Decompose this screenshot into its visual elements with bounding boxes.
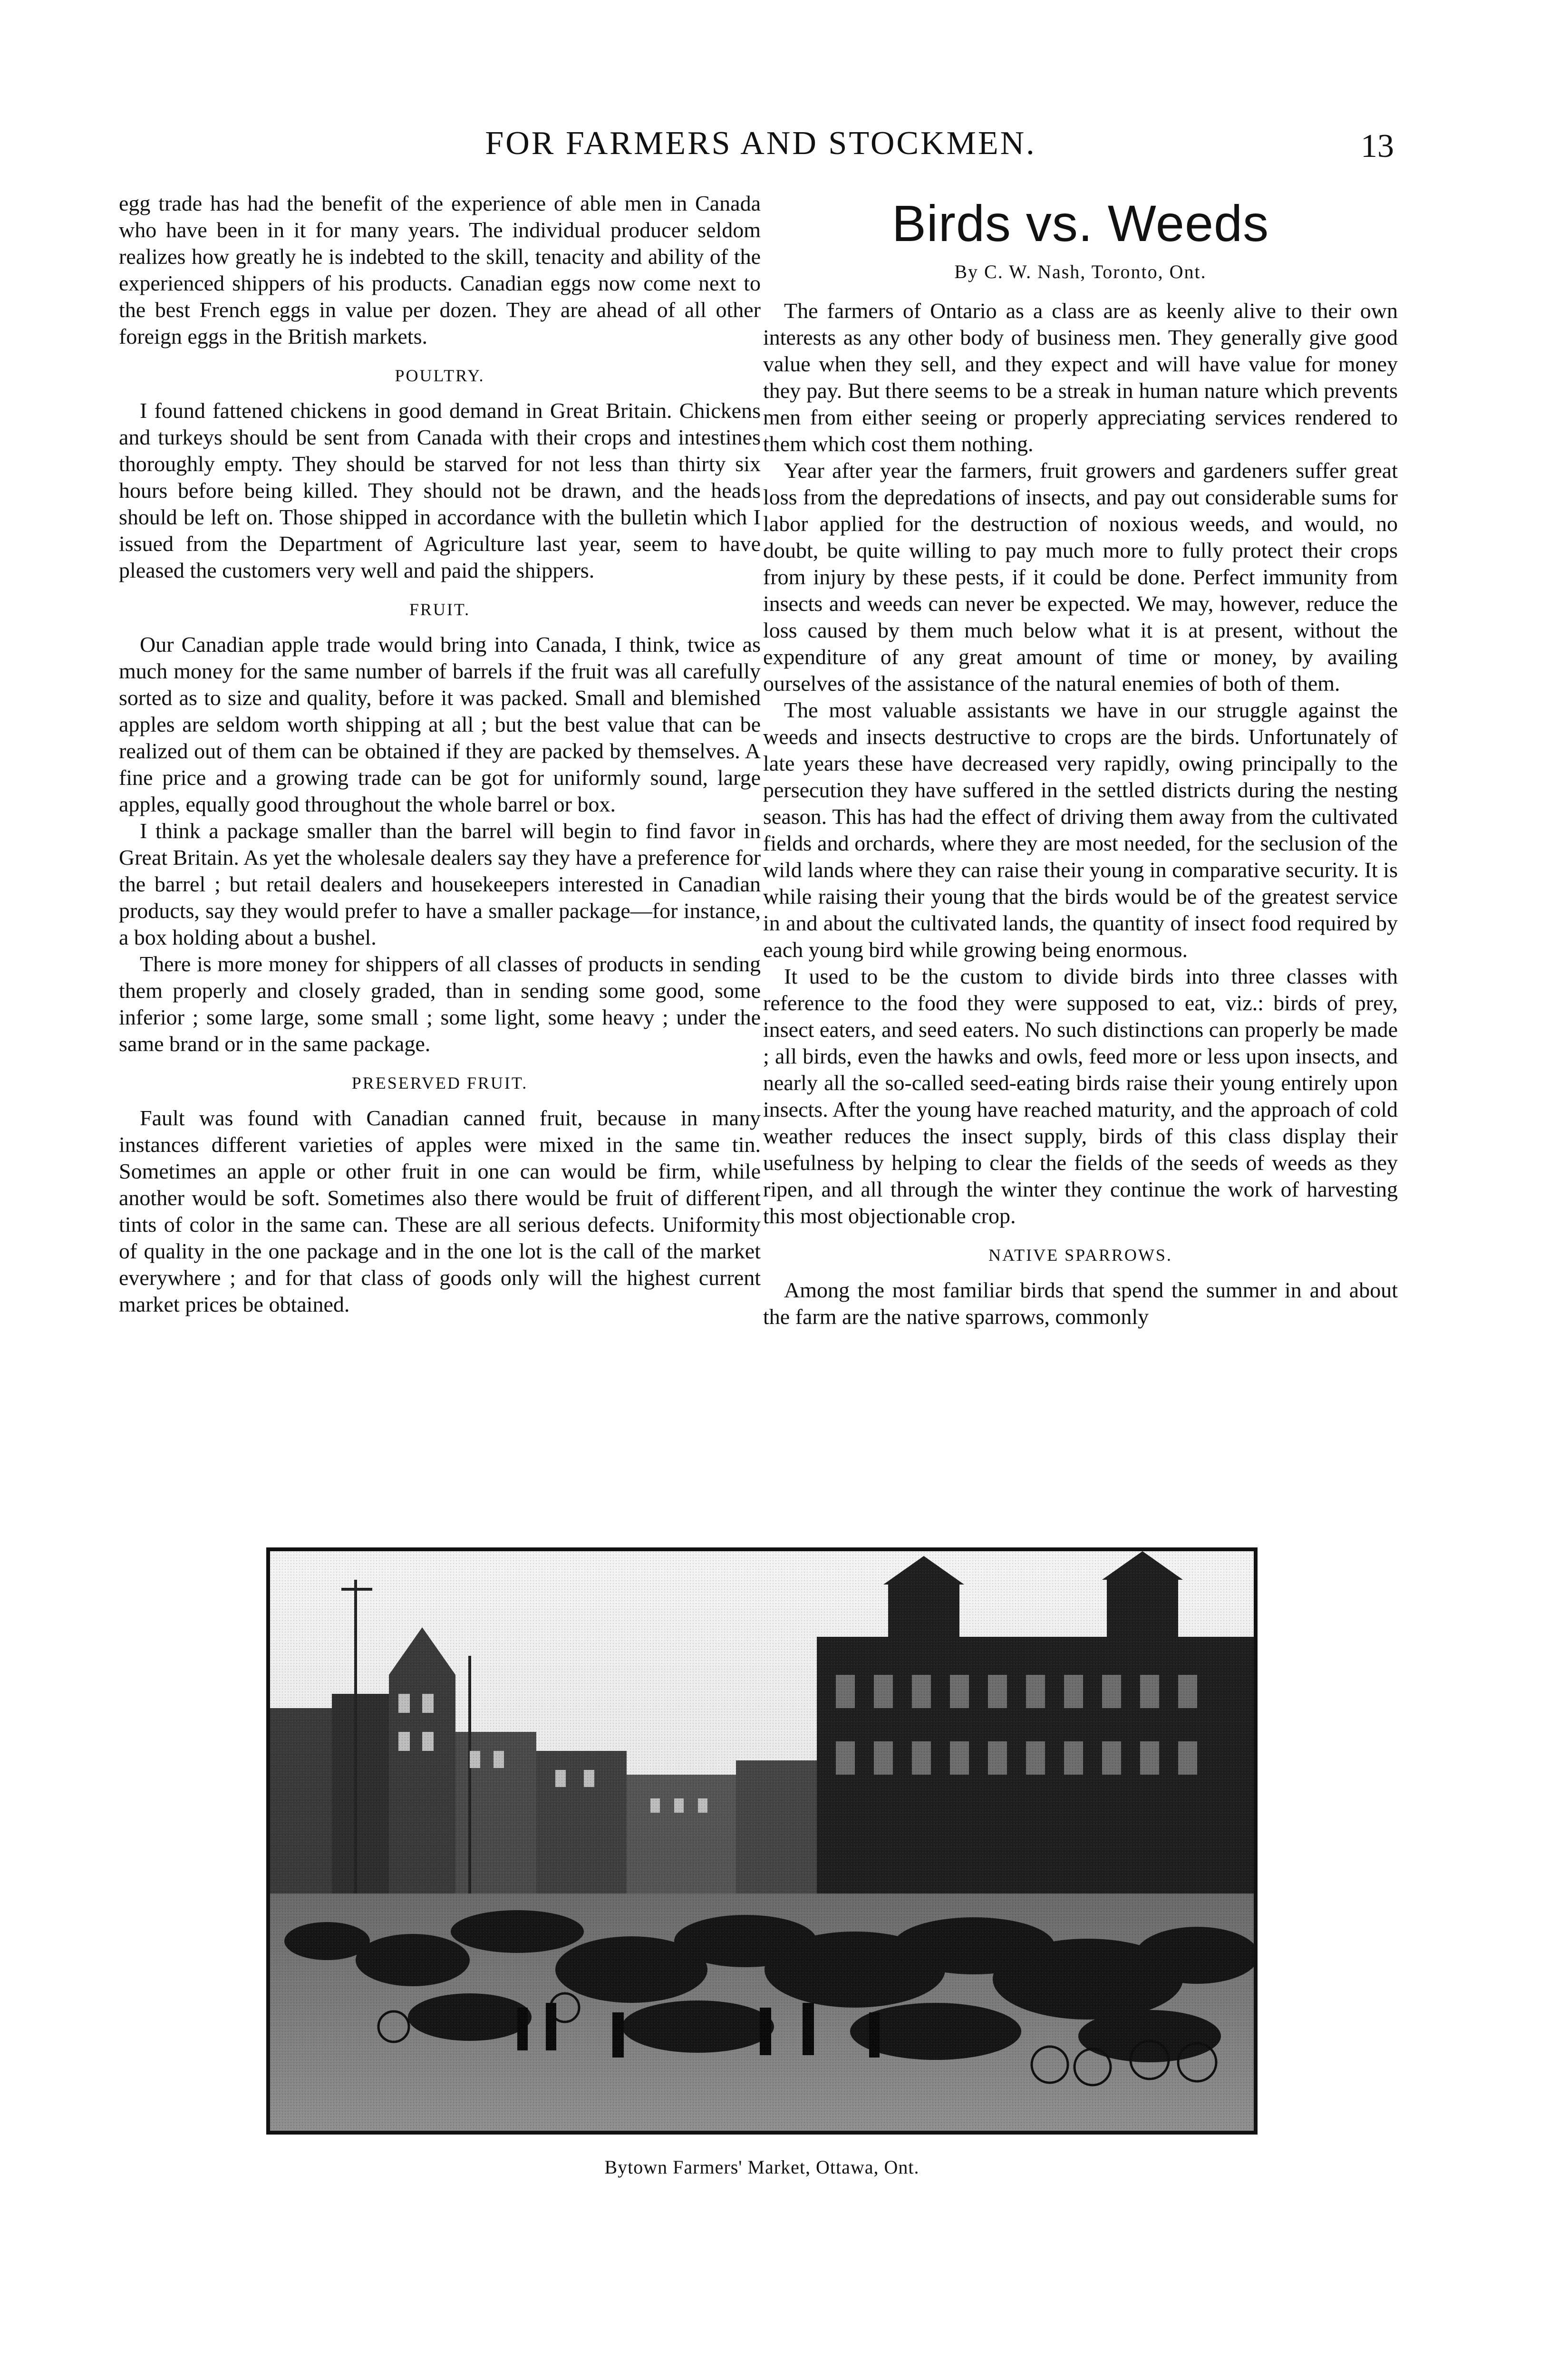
photo-caption: Bytown Farmers' Market, Ottawa, Ont. — [604, 2156, 920, 2178]
fruit-paragraph-2: I think a package smaller than the barrel will begin to find favor in Great Britain. As yet the wholesale dealers say they have a preference for the barrel ; but retail dealers and housekeepers interested in Canadian products, say they would prefer to have a smaller package—for instance, a box holding about a bushel. — [119, 819, 761, 949]
fruit-paragraph-3: There is more money for shippers of all classes of products in sending them properly and closely graded, than in sending some good, some inferior ; some large, some small ; some light, some heavy ; under the same brand or in the same package. — [119, 952, 761, 1056]
article-title: Birds vs. Weeds — [891, 194, 1269, 252]
market-photo — [266, 1547, 1258, 2135]
fruit-paragraph-1: Our Canadian apple trade would bring into Canada, I think, twice as much money for the same number of barrels if the fruit was all carefully sorted as to size and quality, before it was packed. Small and blemished apples are seldom worth shipping at all ; but the best value that can be realized out of them can be obtained if they are packed by themselves. A fine price and a growing trade can be got for uniformly sound, large apples, equally good throughout the whole barrel or box. — [119, 632, 761, 816]
article-paragraph-2: Year after year the farmers, fruit growers and gardeners suffer great loss from the depredations of insects, and pay out considerable sums for labor applied for the destruction of noxious weeds, and would, no doubt, be quite willing to pay much more to fully protect their crops from injury by these pests, if it could be done. Perfect immunity from insects and weeds can never be expected. We may, however, reduce the loss caused by them much below what it is at present, without the expenditure of any great amount of time or money, by availing ourselves of the assistance of the natural enemies of both of them. — [763, 458, 1398, 696]
native-sparrows-heading: NATIVE SPARROWS. — [988, 1246, 1172, 1265]
page-number: 13 — [1361, 128, 1394, 164]
article-paragraph-4: It used to be the custom to divide birds into three classes with reference to the food they were supposed to eat, viz.: birds of prey, insect eaters, and seed eaters. No such distinctions can properly be made ; all birds, even the hawks and owls, feed more or less upon insects, and nearly all the so-called seed-eating birds raise their young entirely upon insects. After the young have reached maturity, and the approach of cold weather reduces the insect supply, birds of this class display their usefulness by helping to clear the fields of the seeds of weeds as they ripen, and all through the winter they continue the work of harvesting this most objectionable crop. — [763, 964, 1398, 1228]
fruit-heading: FRUIT. — [409, 600, 471, 619]
poultry-heading: POULTRY. — [395, 366, 485, 385]
article-paragraph-3: The most valuable assistants we have in our struggle against the weeds and insects destructive to crops are the birds. Unfortunately of late years these have decreased very rapidly, owing principally to the persecution they have suffered in the settled districts during the nesting season. This has had the effect of driving them away from the cultivated fields and orchards, where they are most needed, for the seclusion of the wild lands where they can raise their young in comparative security. It is while raising their young that the birds would be of the greatest service in and about the cultivated lands, the quantity of insect food required by each young bird while growing being enormous. — [763, 698, 1398, 962]
intro-paragraph: egg trade has had the benefit of the experience of able men in Canada who have been in it for many years. The individual producer seldom realizes how greatly he is indebted to the skill, tenacity and ability of the experienced shippers of his products. Canadian eggs now come next to the best French eggs in value per dozen. They are ahead of all other foreign eggs in the British markets. — [119, 191, 761, 348]
article-paragraph-1: The farmers of Ontario as a class are as keenly alive to their own interests as any other body of business men. They generally give good value when they sell, and they expect and will have value for money they pay. But there seems to be a streak in human nature which prevents men from either seeing or properly appreciating services rendered to them which cost them nothing. — [763, 299, 1398, 456]
article-byline: By C. W. Nash, Toronto, Ont. — [954, 261, 1207, 282]
preserved-fruit-paragraph: Fault was found with Canadian canned fruit, because in many instances different varieties of apples were mixed in the same tin. Sometimes an apple or other fruit in one can would be firm, while another would be soft. Sometimes also there would be fruit of different tints of color in the same can. These are all serious defects. Uniformity of quality in the one package and in the one lot is the call of the market everywhere ; and for that class of goods only will the highest current market prices be obtained. — [119, 1106, 761, 1316]
article-paragraph-5: Among the most familiar birds that spend the summer in and about the farm are the native sparrows, commonly — [763, 1278, 1398, 1329]
running-header: FOR FARMERS AND STOCKMEN. — [485, 125, 1036, 162]
poultry-paragraph: I found fattened chickens in good demand in Great Britain. Chickens and turkeys should be sent from Canada with their crops and intestines thoroughly empty. They should be starved for not less than thirty six hours before being killed. They should not be drawn, and the heads should be left on. Those shipped in accordance with the bulletin which I issued from the Department of Agriculture last year, seem to have pleased the customers very well and paid the shippers. — [119, 398, 761, 582]
preserved-fruit-heading: PRESERVED FRUIT. — [351, 1073, 528, 1092]
left-column — [119, 190, 761, 1318]
right-column — [763, 190, 1398, 1330]
market-photo-illustration — [270, 1551, 1254, 2131]
